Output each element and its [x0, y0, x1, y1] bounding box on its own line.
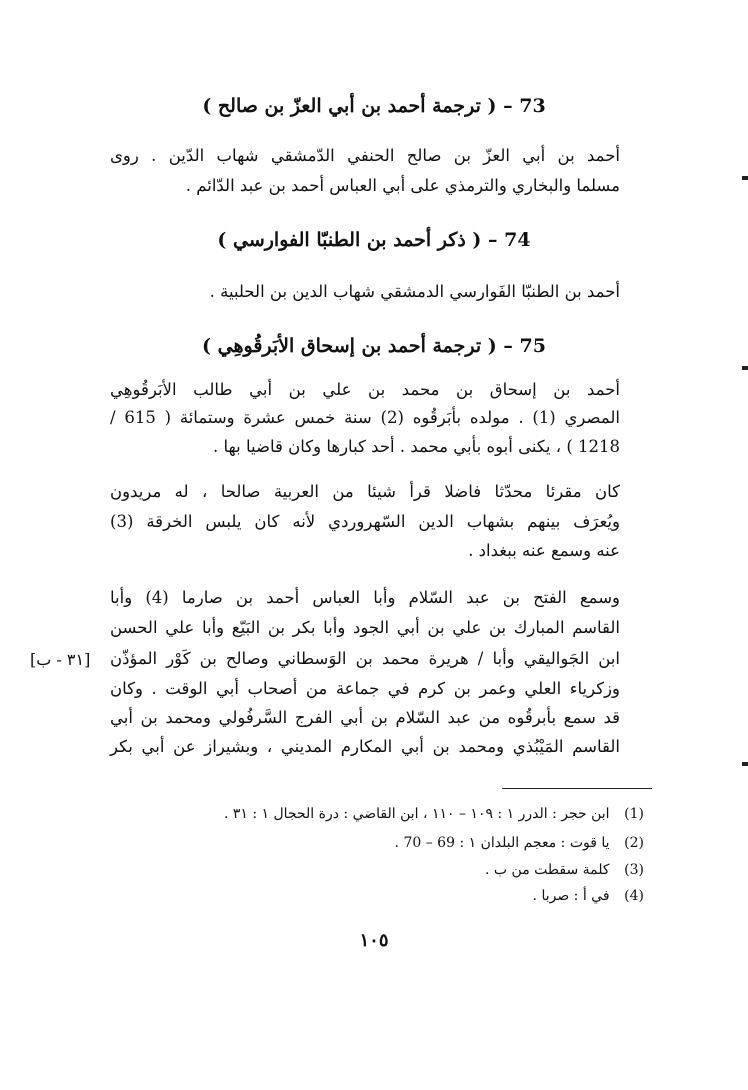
entry-75-p3-line-4: وزكرياء العلي وعمر بن كرم في جماعة من أصحاب أبي الوقت . وكان [110, 679, 620, 698]
footnote-number: (3) [624, 862, 644, 878]
entry-heading-75: 75 – ( ترجمة أحمد بن إسحاق الأبَرقُوهِي ) [202, 335, 546, 357]
footnote-text: يا قوت : معجم البلدان ١ : 69 – 70 . [394, 835, 610, 851]
entry-75-p2-line-3: عنه وسمع عنه ببغداد . [468, 541, 620, 560]
entry-75-p1-line-3: 1218 ) ، يكنى أبوه بأبي محمد . أحد كبارها وكان قاضيا بها . [213, 437, 620, 456]
footnote-text: ابن حجر : الدرر ١ : ١٠٩ – ١١٠ ، ابن القاضي : درة الحجال ١ : ٣١ . [223, 806, 610, 822]
entry-75-p3-line-3: ابن الجَواليقي وأبا / هريرة محمد بن الوَسطاني وصالح بن كَوْر المؤذّن [110, 649, 620, 668]
footnote-2 [395, 835, 644, 851]
footnote-text: في أ : صربا . [532, 888, 610, 904]
scan-edge-mark [742, 762, 748, 766]
entry-75-p1-line-1: أحمد بن إسحاق بن محمد بن علي بن أبي طالب الأبَرقُوهِي [110, 380, 620, 399]
entry-74-line-1: أحمد بن الطنبّا الفَوارسي الدمشقي شهاب الدين بن الحلبية . [209, 282, 620, 301]
entry-75-p3-line-5: قد سمع بأبرقُوه من عبد السّلام بن أبي الفرج السَّرفُولي ومحمد بن أبي [110, 708, 620, 727]
footnote-4 [533, 888, 644, 904]
entry-73-line-2: مسلما والبخاري والترمذي على أبي العباس أحمد بن عبد الدّائم . [185, 176, 620, 195]
entry-73-line-1: أحمد بن أبي العزّ بن صالح الحنفي الدّمشقي شهاب الدّين . روى [110, 146, 620, 165]
entry-75-p3-line-1: وسمع الفتح بن عبد السّلام وأبا العباس أحمد بن صارما (4) وأبا [110, 588, 620, 607]
scan-edge-mark [742, 366, 748, 370]
footnote-number: (1) [624, 806, 644, 822]
entry-75-p3-line-6: القاسم المَيْبُذي ومحمد بن أبي المكارم المديني ، وبشيراز عن أبي بكر [110, 737, 620, 756]
entry-75-p2-line-2: ويُعرَف بينهم بشهاب الدين السّهروردي لأنه كان يلبس الخرقة (3) [110, 512, 620, 531]
entry-75-p3-line-2: القاسم المبارك بن علي بن أبي الجود وأبا بكر بن البَيّع وأبا علي الحسن [110, 618, 620, 637]
scan-edge-mark [742, 176, 748, 180]
footnote-separator [502, 788, 652, 789]
entry-75-p1-line-2: المصري (1) . مولده بأبَرقُوه (2) سنة خمس عشرة وستمائة ( 615 / [110, 408, 620, 427]
footnote-number: (4) [624, 888, 644, 904]
footnote-text: كلمة سقطت من ب . [485, 862, 610, 878]
page-number: ١٠٥ [359, 930, 389, 951]
footnote-1 [224, 806, 644, 822]
entry-heading-74: 74 – ( ذكر أحمد بن الطنبّا الفوارسي ) [217, 229, 531, 251]
entry-75-p2-line-1: كان مقرئا محدّثا فاضلا قرأ شيئا من العربية صالحا ، له مريدون [110, 482, 620, 501]
footnote-number: (2) [624, 835, 644, 851]
entry-heading-73: 73 – ( ترجمة أحمد بن أبي العزّ بن صالح ) [202, 95, 546, 117]
footnote-3 [485, 862, 644, 878]
folio-margin-note: [٣١ - ب] [30, 650, 91, 669]
